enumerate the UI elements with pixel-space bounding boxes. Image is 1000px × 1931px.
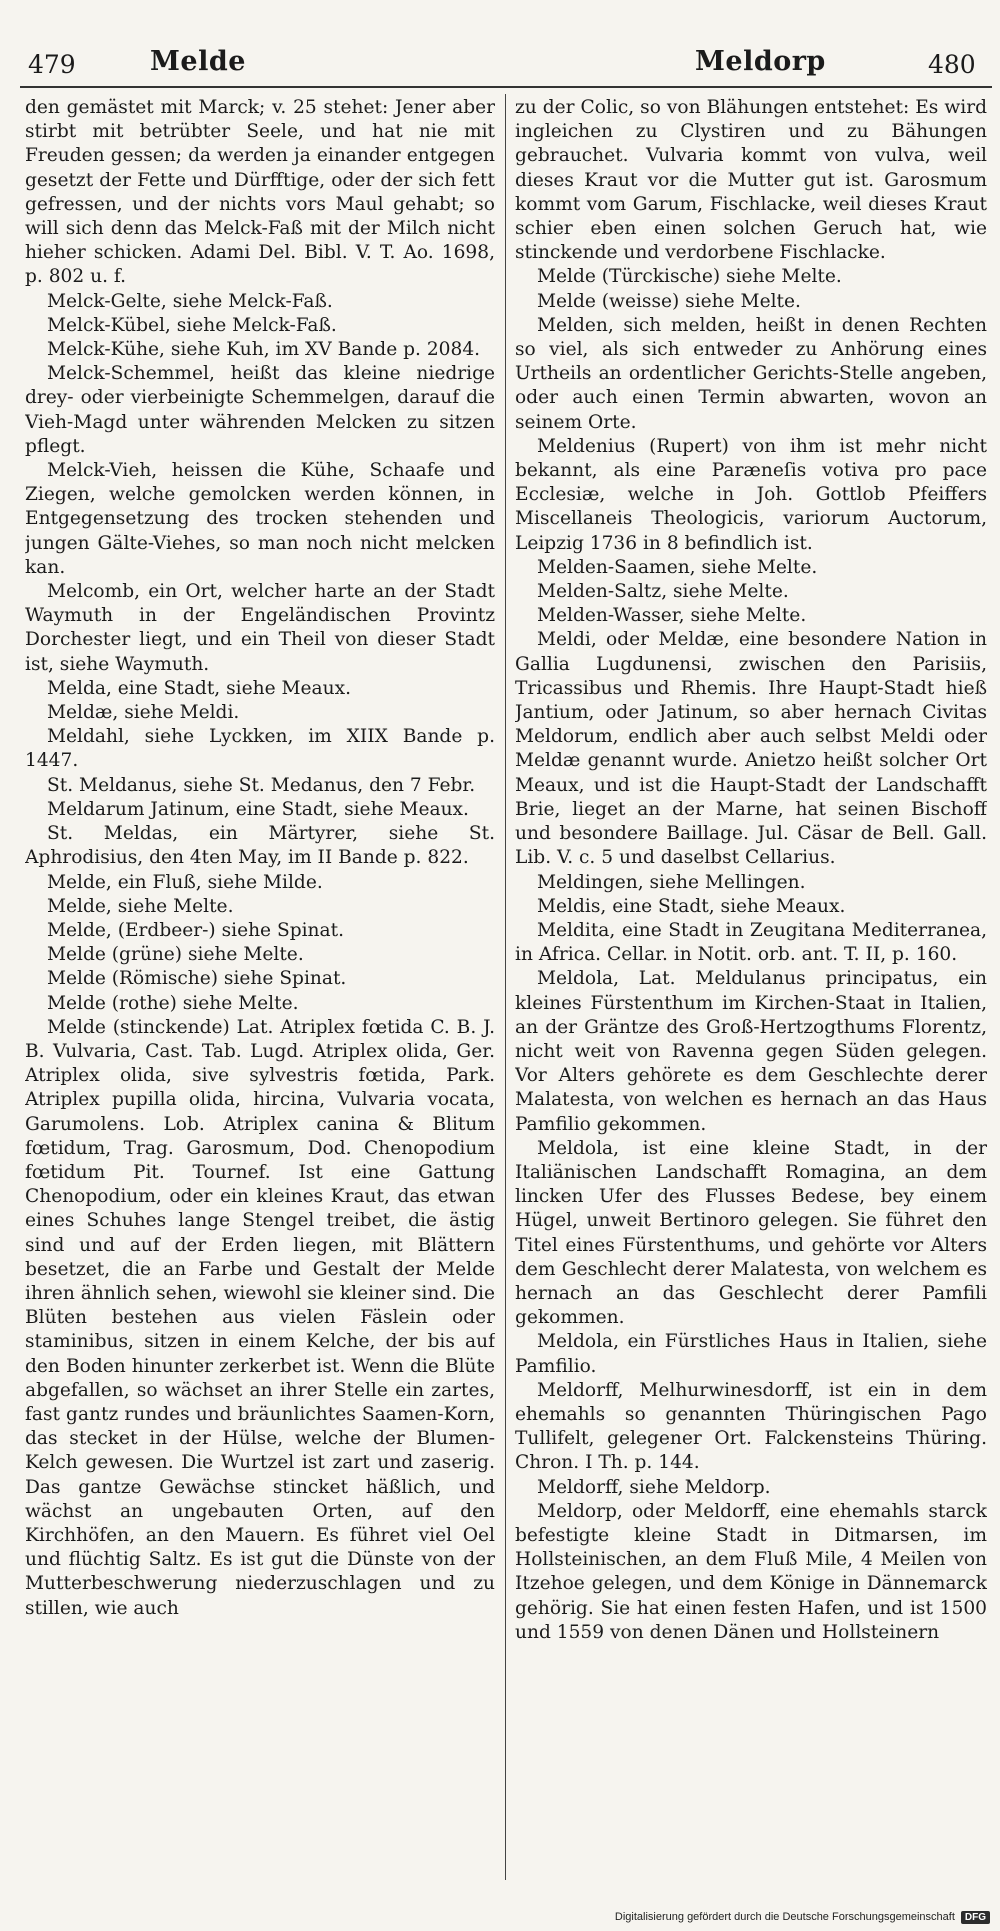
entry-continuation: zu der Colic, so von Blähungen entstehet: Es wird ingleichen zu Clystiren und zu Bähungen gebrauchet. Vulvaria kommt von vulva, weil dieses Kraut vor die Mutter gut ist. Garosmum kommt vom Garum, Fischlacke, weil dieses Kraut schier eben einen solchen Geruch hat, wie stinckende und verdorbene Fischlacke. xyxy=(515,97,987,264)
entry: St. Meldanus, siehe St. Medanus, den 7 Febr. xyxy=(47,774,476,796)
header-rule xyxy=(20,86,992,88)
entry: Meldi, oder Meldæ, eine besondere Nation in Gallia Lugdunensi, zwischen den Parisiis, Tricassibus und Rhemis. Ihre Haupt-Stadt hieß Jantium, oder Jatinum, so aber hernach Civitas Meldorum, endlich aber auch selbst Meldi oder Meldæ genannt wurde. Anietzo heißt solcher Ort Meaux, und ist die Haupt-Stadt der Landschafft Brie, lieget an der Marne, hat seinen Bischoff und besondere Baillage. Jul. Cäsar de Bell. Gall. Lib. V. c. 5 und daselbst Cellarius. xyxy=(515,629,987,869)
entry: Melde, siehe Melte. xyxy=(47,895,234,917)
entry: Melden, sich melden, heißt in denen Rechten so viel, als sich entweder zu Anhörung eines Urtheils an ordentlicher Gerichts-Stelle angeben, oder auch einen Termin abwarten, wovon an seinem Orte. xyxy=(515,314,987,433)
entry: Meldorff, Melhurwinesdorff, ist ein in dem ehemahls so genannten Thüringischen Pago Tullifelt, gelegener Ort. Falckensteins Thüring. Chron. I Th. p. 144. xyxy=(515,1379,987,1474)
entry: Melda, eine Stadt, siehe Meaux. xyxy=(47,677,352,699)
column-divider xyxy=(505,94,506,1880)
entry: Melcomb, ein Ort, welcher harte an der Stadt Waymuth in der Engeländischen Provintz Dorchester liegt, und ein Theil von dieser Stadt ist, siehe Waymuth. xyxy=(25,581,495,675)
entry: Melck-Schemmel, heißt das kleine niedrige drey- oder vierbeinigte Schemmelgen, darauf die Vieh-Magd unter währenden Melcken zu sitzen pflegt. xyxy=(25,363,495,457)
entry: Melde (weisse) siehe Melte. xyxy=(537,290,801,312)
entry: Melden-Saamen, siehe Melte. xyxy=(537,556,818,578)
entry: Melck-Kübel, siehe Melck-Faß. xyxy=(47,314,337,336)
entry: Meldola, Lat. Meldulanus principatus, ein kleines Fürstenthum im Kirchen-Staat in Italien, an der Gräntze des Groß-Hertzogthums Florentz, nicht weit von Ravenna gegen Süden gelegen. Vor Alters gehörete es dem Geschlechte derer Malatesta, von welchen es hernach an das Haus Pamfilio gekommen. xyxy=(515,968,987,1135)
entry: St. Meldas, ein Märtyrer, siehe St. Aphrodisius, den 4ten May, im II Bande p. 822. xyxy=(25,823,495,869)
running-head-left: Melde xyxy=(150,46,246,77)
entry: Meldingen, siehe Mellingen. xyxy=(537,871,806,893)
entry: Melde (grüne) siehe Melte. xyxy=(47,944,304,966)
entry: Meldæ, siehe Meldi. xyxy=(47,702,240,724)
running-head-right: Meldorp xyxy=(695,46,826,77)
page-number-left: 479 xyxy=(28,50,76,79)
entry: Melde, (Erdbeer-) siehe Spinat. xyxy=(47,919,344,941)
entry: Meldis, eine Stadt, siehe Meaux. xyxy=(537,895,846,917)
entry: Melde (Türckische) siehe Melte. xyxy=(537,266,842,288)
digitization-footer xyxy=(600,1908,990,1926)
left-column xyxy=(25,96,495,1876)
entry: Meldorp, oder Meldorff, eine ehemahls starck befestigte kleine Stadt in Ditmarsen, im Hollsteinischen, an dem Fluß Mile, 4 Meilen von Itzehoe gelegen, und dem Könige in Dännemarck gehörig. Sie hat einen festen Hafen, und ist 1500 und 1559 von denen Dänen und Hollsteinern xyxy=(515,1500,987,1643)
right-column xyxy=(515,96,987,1886)
entry: Meldola, ist eine kleine Stadt, in der Italiänischen Landschafft Romagina, an dem lincken Ufer des Flusses Bedese, bey einem Hügel, unweit Bertinoro gelegen. Sie führet den Titel eines Fürstenthums, und gehörte vor Alters dem Geschlecht derer Malatesta, von welchem es hernach an das Geschlecht derer Pamfili gekommen. xyxy=(515,1137,987,1329)
page-number-right: 480 xyxy=(928,50,976,79)
entry: Melck-Kühe, siehe Kuh, im XV Bande p. 2084. xyxy=(47,339,481,361)
entry: Meldahl, siehe Lyckken, im XIIX Bande p. 1447. xyxy=(25,726,495,772)
entry: Melde (rothe) siehe Melte. xyxy=(47,992,299,1014)
entry: Melde, ein Fluß, siehe Milde. xyxy=(47,871,323,893)
entry-continuation: den gemästet mit Marck; v. 25 stehet: Jener aber stirbt mit betrübter Seele, und hat nie mit Freuden gessen; da werden ja einander entgegen gesetzt der Fette und Dürfftige, oder der sich fett gefressen, und der nichts vors Maul gehabt; so will sich denn das Melck-Faß mit der Milch nicht hieher schicken. Adami Del. Bibl. V. T. Ao. 1698, p. 802 u. f. xyxy=(25,97,495,288)
entry: Melck-Gelte, siehe Melck-Faß. xyxy=(47,290,333,312)
entry: Meldenius (Rupert) von ihm ist mehr nicht bekannt, als eine Paræneſis votiva pro pace Ecclesiæ, welche in Joh. Gottlob Pfeiffers Miscellaneis Theologicis, variorum Auctorum, Leipzig 1736 in 8 befindlich ist. xyxy=(515,435,987,554)
footer-text: Digitalisierung gefördert durch die Deutsche Forschungsgemeinschaft xyxy=(614,1911,955,1923)
dfg-logo: DFG xyxy=(961,1911,990,1924)
entry: Melden-Saltz, siehe Melte. xyxy=(537,581,789,603)
entry: Meldola, ein Fürstliches Haus in Italien, siehe Pamfilio. xyxy=(515,1331,987,1377)
entry: Meldorff, siehe Meldorp. xyxy=(537,1476,771,1498)
entry: Melden-Wasser, siehe Melte. xyxy=(537,605,807,627)
entry: Melck-Vieh, heissen die Kühe, Schaafe und Ziegen, welche gemolcken werden können, in Entgegensetzung des trocken stehenden und jungen Gälte-Viehes, so man noch nicht melcken kan. xyxy=(25,460,495,578)
entry: Meldita, eine Stadt in Zeugitana Mediterranea, in Africa. Cellar. in Notit. orb. ant. T. II, p. 160. xyxy=(515,919,987,966)
entry: Melde (stinckende) Lat. Atriplex fœtida C. B. J. B. Vulvaria, Cast. Tab. Lugd. Atriplex olida, Ger. Atriplex olida, sive sylvestris fœtida, Park. Atriplex pupilla olida, hircina, Vulvaria vocata, Garumolens. Lob. Atriplex canina & Blitum fœtidum, Trag. Garosmum, Dod. Chenopodium fœtidum Pit. Tournef. Ist eine Gattung Chenopodium, oder ein kleines Kraut, das etwan eines Schuhes lange Stengel treibet, die ästig sind und auf der Erden liegen, mit Blättern besetzet, die an Farbe und Gestalt der Melde ihren ähnlich sehen, wiewohl sie kleiner sind. Die Blüten bestehen aus vielen Fäslein oder staminibus, sitzen in einem Kelche, der bis auf den Boden hinunter zerkerbet ist. Wenn die Blüte abgefallen, so wächset an ihrer Stelle ein zartes, fast gantz rundes und bräunlichtes Saamen-Korn, das stecket in der Hülse, welche der Blumen-Kelch gewesen. Die Wurtzel ist zart und zaserig. Das gantze Gewächse stincket häßlich, und wächst an ungebauten Orten, auf den Kirchhöfen, an den Mauern. Es führet viel Oel und flüchtig Saltz. Es ist gut die Dünste von der Mutterbeschwerung niederzuschlagen und zu stillen, wie auch xyxy=(25,1016,495,1619)
entry: Meldarum Jatinum, eine Stadt, siehe Meaux. xyxy=(47,798,469,820)
entry: Melde (Römische) siehe Spinat. xyxy=(47,968,347,990)
